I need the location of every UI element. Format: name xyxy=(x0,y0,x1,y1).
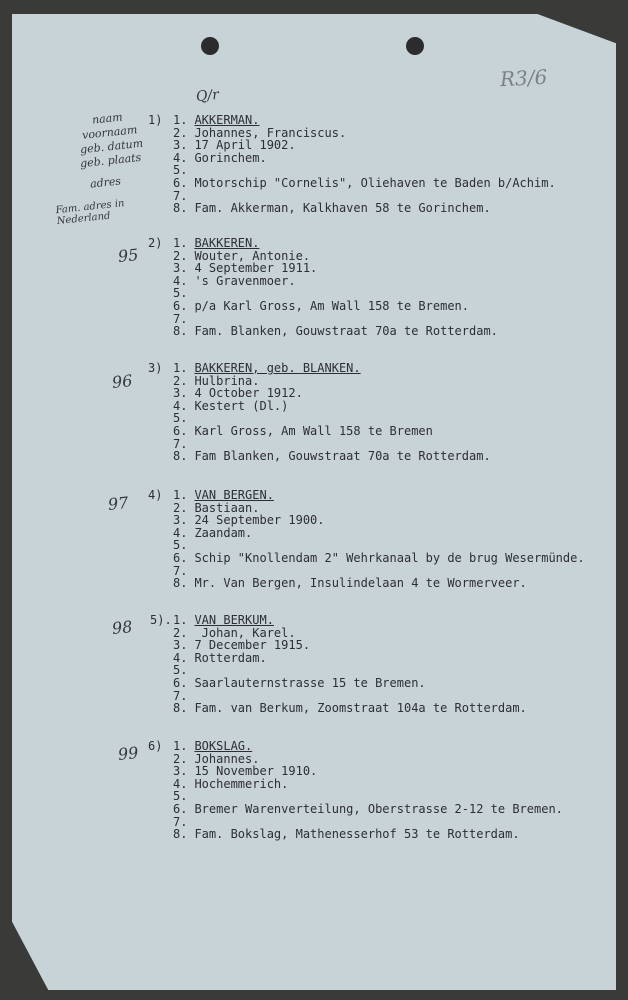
line-number: 4. xyxy=(173,776,188,791)
record-line xyxy=(173,552,585,565)
line-number: 3. xyxy=(173,386,188,401)
line-number: 1. xyxy=(173,739,188,753)
line-number: 8. xyxy=(173,201,188,216)
line-number: 3. xyxy=(173,261,188,276)
line-text: Zaandam. xyxy=(194,525,253,540)
record-line xyxy=(173,803,563,816)
record-line xyxy=(173,577,527,590)
line-text: 24 September 1900. xyxy=(194,513,325,528)
line-number: 1. xyxy=(173,113,188,127)
line-number: 6. xyxy=(173,424,188,438)
line-text: Johan, Karel. xyxy=(194,625,296,640)
record-line xyxy=(173,765,317,778)
line-text: Johannes. xyxy=(194,751,260,766)
handwritten-record-number: 96 xyxy=(111,370,134,393)
line-number: 6. xyxy=(173,676,188,690)
line-text: p/a Karl Gross, Am Wall 158 te Bremen. xyxy=(194,299,469,313)
line-number: 5. xyxy=(173,163,188,178)
record-index: 5). xyxy=(150,613,172,627)
line-number: 3. xyxy=(173,638,188,653)
line-number: 7. xyxy=(173,188,188,203)
record-line xyxy=(173,614,274,627)
line-text: Fam. Blanken, Gouwstraat 70a te Rotterdam. xyxy=(194,324,498,339)
line-number: 6. xyxy=(173,176,188,190)
line-number: 3. xyxy=(173,513,188,528)
line-number: 5. xyxy=(173,411,188,426)
record-line xyxy=(173,425,433,438)
record-line xyxy=(173,325,498,338)
line-text: Kestert (Dl.) xyxy=(194,398,289,413)
record-line xyxy=(173,139,296,152)
line-number: 4. xyxy=(173,525,188,540)
line-text: 4 September 1911. xyxy=(194,261,318,276)
line-text: Motorschip "Cornelis", Oliehaven te Baden b/Achim. xyxy=(194,176,556,190)
line-number: 2. xyxy=(173,373,188,388)
surname: BAKKEREN, geb. BLANKEN. xyxy=(194,361,361,375)
line-number: 5. xyxy=(173,286,188,301)
legend-label-adres: adres xyxy=(89,174,122,191)
line-number: 2. xyxy=(173,751,188,766)
line-text: Bremer Warenverteilung, Oberstrasse 2-12 te Bremen. xyxy=(194,802,563,816)
line-number: 2. xyxy=(173,625,188,640)
line-number: 8. xyxy=(173,827,188,842)
line-number: 1. xyxy=(173,236,188,250)
punch-hole-right xyxy=(406,37,424,55)
record-line xyxy=(173,450,491,463)
legend-label-geb-datum: geb. datum xyxy=(79,136,144,157)
record-line xyxy=(173,639,310,652)
line-text: Johannes, Franciscus. xyxy=(194,125,347,140)
record-line xyxy=(173,677,426,690)
record-line xyxy=(173,202,491,215)
surname: BOKSLAG. xyxy=(194,739,253,753)
line-number: 8. xyxy=(173,576,188,591)
line-number: 7. xyxy=(173,814,188,829)
surname: VAN BERGEN. xyxy=(194,488,274,502)
archive-reference: R3/6 xyxy=(499,64,548,92)
line-number: 3. xyxy=(173,764,188,779)
line-text: Bastiaan. xyxy=(194,500,260,515)
record-line xyxy=(173,362,361,375)
line-number: 5. xyxy=(173,538,188,553)
line-number: 4. xyxy=(173,150,188,165)
line-number: 7. xyxy=(173,436,188,451)
line-text: Fam. van Berkum, Zoomstraat 104a te Rotterdam. xyxy=(194,701,527,716)
line-number: 6. xyxy=(173,551,188,565)
record-index: 4) xyxy=(148,488,163,502)
handwritten-record-number: 97 xyxy=(107,492,130,515)
record-line xyxy=(173,489,274,502)
line-number: 4. xyxy=(173,650,188,665)
line-number: 7. xyxy=(173,688,188,703)
line-text: Schip "Knollendam 2" Wehrkanaal by de brug Wesermünde. xyxy=(194,551,585,565)
record-index: 1) xyxy=(148,113,163,127)
line-text: 4 October 1912. xyxy=(194,386,303,401)
line-number: 1. xyxy=(173,488,188,502)
line-number: 3. xyxy=(173,138,188,153)
line-number: 5. xyxy=(173,789,188,804)
legend-label-naam: naam xyxy=(91,110,124,127)
line-text: Rotterdam. xyxy=(194,650,267,665)
record-line xyxy=(173,300,469,313)
line-number: 5. xyxy=(173,663,188,678)
record-index: 6) xyxy=(148,739,163,753)
line-text: Fam. Akkerman, Kalkhaven 58 te Gorinchem. xyxy=(194,201,491,216)
legend-label-geb-plaats: geb. plaats xyxy=(79,150,142,171)
line-number: 6. xyxy=(173,802,188,816)
record-line xyxy=(173,828,520,841)
record-index: 3) xyxy=(148,361,163,375)
handwritten-record-number: 95 xyxy=(117,244,140,267)
line-number: 8. xyxy=(173,701,188,716)
line-number: 2. xyxy=(173,248,188,263)
line-number: 7. xyxy=(173,563,188,578)
line-number: 1. xyxy=(173,361,188,375)
line-number: 2. xyxy=(173,125,188,140)
line-number: 4. xyxy=(173,398,188,413)
record-line xyxy=(173,514,325,527)
line-number: 1. xyxy=(173,613,188,627)
handwritten-top-mark: Q/r xyxy=(195,86,220,106)
record-line xyxy=(173,177,556,190)
record-index: 2) xyxy=(148,236,163,250)
line-number: 4. xyxy=(173,273,188,288)
handwritten-record-number: 99 xyxy=(117,742,140,765)
record-line xyxy=(173,262,317,275)
record-line xyxy=(173,387,303,400)
line-text: Saarlauternstrasse 15 te Bremen. xyxy=(194,676,426,690)
line-text: Karl Gross, Am Wall 158 te Bremen xyxy=(194,424,433,438)
legend-label-fam-adres: Fam. adres in Nederland xyxy=(55,198,125,228)
line-text: Fam Blanken, Gouwstraat 70a te Rotterdam. xyxy=(194,449,491,464)
line-number: 6. xyxy=(173,299,188,313)
surname: AKKERMAN. xyxy=(194,113,260,127)
line-text: 15 November 1910. xyxy=(194,764,318,779)
line-text: 's Gravenmoer. xyxy=(194,273,296,288)
surname: BAKKEREN. xyxy=(194,236,260,250)
line-text: Gorinchem. xyxy=(194,150,267,165)
line-text: Hochemmerich. xyxy=(194,776,289,791)
line-number: 8. xyxy=(173,324,188,339)
line-number: 2. xyxy=(173,500,188,515)
line-text: 17 April 1902. xyxy=(194,138,296,153)
line-number: 8. xyxy=(173,449,188,464)
record-line xyxy=(173,275,296,288)
line-text: Hulbrina. xyxy=(194,373,260,388)
record-line xyxy=(173,778,288,791)
punch-hole-left xyxy=(201,37,219,55)
handwritten-record-number: 98 xyxy=(111,616,134,639)
line-text: Mr. Van Bergen, Insulindelaan 4 te Wormerveer. xyxy=(194,576,527,591)
line-text: Wouter, Antonie. xyxy=(194,248,311,263)
line-number: 7. xyxy=(173,311,188,326)
line-text: Fam. Bokslag, Mathenesserhof 53 te Rotterdam. xyxy=(194,827,520,842)
surname: VAN BERKUM. xyxy=(194,613,274,627)
record-line xyxy=(173,702,527,715)
legend-label-voornaam: voornaam xyxy=(81,123,138,142)
record-line xyxy=(173,400,288,413)
line-text: 7 December 1915. xyxy=(194,638,311,653)
